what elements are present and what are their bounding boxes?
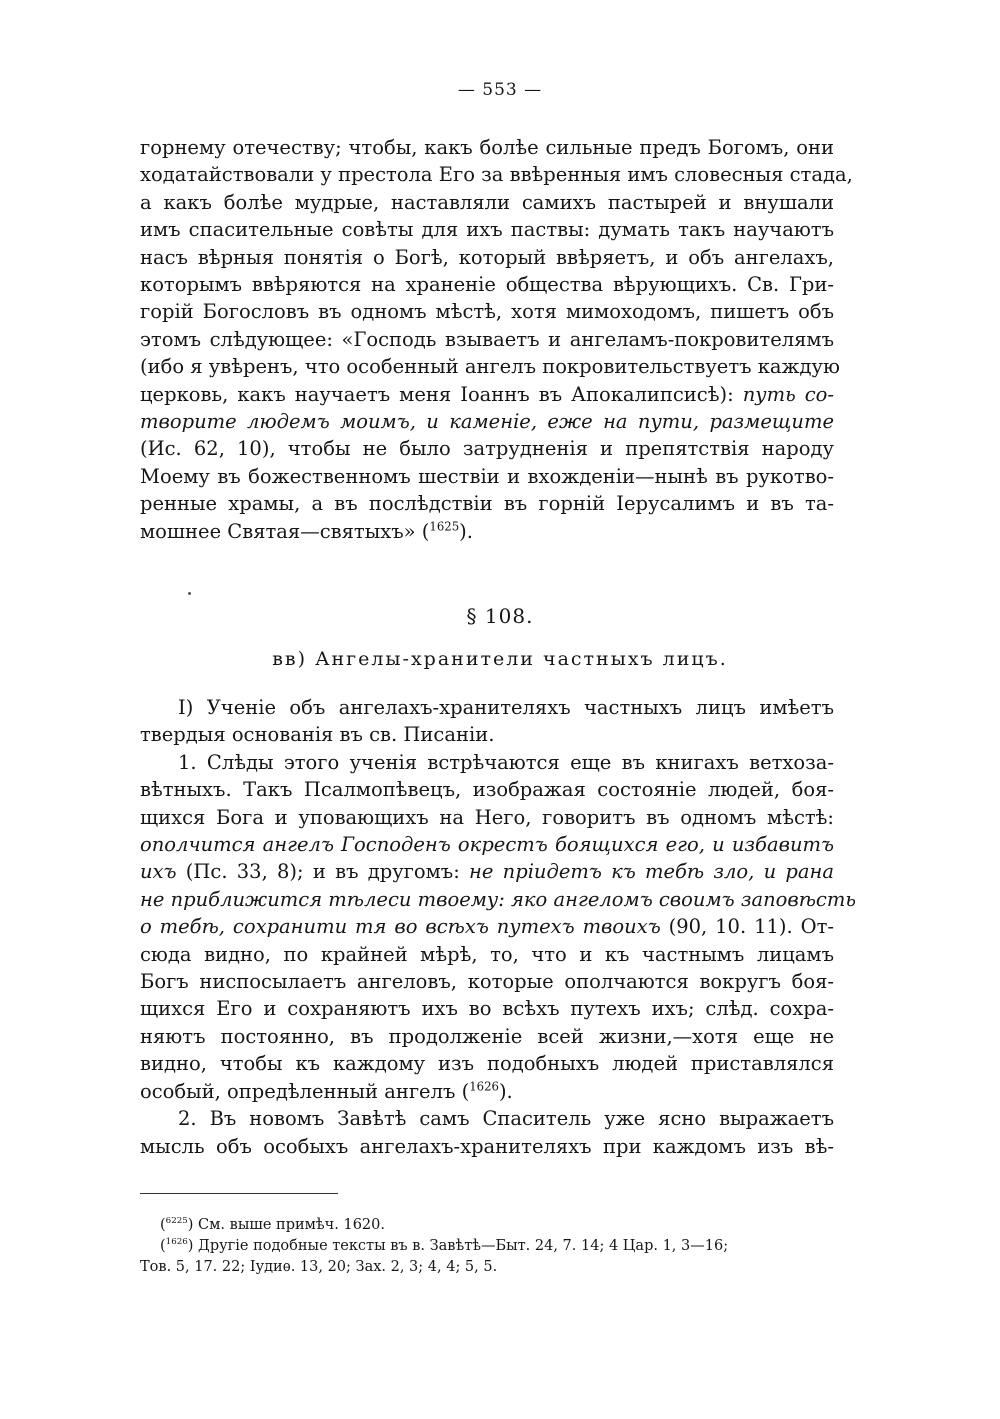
text-line: 2. Въ новомъ Завѣтѣ самъ Спаситель уже ясно выражаетъ [178,1107,834,1131]
text-segment: ). [498,1079,513,1103]
text-line [140,858,834,885]
text-line: I) Ученіе объ ангелахъ-хранителяхъ частныхъ лицъ имѣетъ [178,696,834,719]
paragraph-continuation [140,134,853,545]
text-line: няютъ постоянно, въ продолженіе всей жизни,—хотя еще не [140,1024,834,1048]
scripture-quote: ихъ [140,860,177,884]
text-line: Богъ ниспосылаетъ ангеловъ, которые ополчаются вокругъ боя- [140,970,834,994]
text-line: ходатайствовали у престола Его за ввѣренныя имъ словесныя стада, [140,163,853,187]
scripture-quote: творите людемъ моимъ, и каменіе, еже на пути, размещите [140,410,834,434]
text-line: а какъ болѣе мудрые, наставляли самихъ пастырей и внушали [140,190,834,214]
text-segment: (Пс. 33, 8); и въ другомъ: [176,860,470,884]
footnote-number: 1626 [165,1237,188,1248]
text-line: мысль объ особыхъ ангелахъ-хранителяхъ при каждомъ изъ вѣ- [140,1134,834,1158]
text-line: щихся Бога и уповающихъ на Него, говоритъ въ одномъ мѣстѣ: [140,805,834,829]
text-line: насъ вѣрныя понятія о Богѣ, который ввѣряетъ, и объ ангелахъ, [140,245,834,269]
text-line: которымъ ввѣряются на храненіе общества вѣрующихъ. Св. Гри- [140,273,834,297]
text-line: горій Богословъ въ одномъ мѣстѣ, хотя мимоходомъ, пишетъ объ [140,300,834,324]
text-line: (ибо я увѣренъ, что особенный ангелъ покровительствуетъ каждую [140,355,840,379]
text-segment: мошнее Святая—святыхъ» ( [140,519,430,543]
text-line [140,1078,834,1105]
footnote-ref[interactable]: 1626 [469,1079,499,1094]
text-line: горнему отечеству; чтобы, какъ болѣе сильные предъ Богомъ, они [140,136,834,159]
text-line: Моему въ божественномъ шествіи и вхожденіи—нынѣ въ рукотво- [140,464,834,488]
text-segment: (90, 10. 11). От- [660,915,834,939]
text-segment: ). [459,519,473,543]
page-number: — 553 — [457,80,543,100]
text-line: видно, чтобы къ каждому изъ подобныхъ людей приставлялся [140,1052,834,1076]
scripture-quote: не пріидетъ къ тебѣ зло, и рана [469,860,834,884]
scripture-quote: не приближится тѣлеси твоему: яко ангеломъ своимъ заповѣсть [140,887,856,911]
text-line: вѣтныхъ. Такъ Псалмопѣвецъ, изображая состояніе людей, боя- [140,778,834,802]
text-segment: церковь, какъ научаетъ меня Іоаннъ въ Апокалипсисѣ): [140,382,743,406]
text-line: 1. Слѣды этого ученія встрѣчаются еще въ книгахъ ветхоза- [178,750,834,774]
paren: ( [160,1238,166,1254]
paren: ( [160,1217,166,1233]
footnote [140,1215,834,1236]
footnotes [140,1215,834,1278]
text-line [140,381,834,408]
text-line [140,518,834,545]
section-body [140,694,856,1160]
text-line: сюда видно, по крайней мѣрѣ, то, что и къ частнымъ лицамъ [140,942,834,966]
section-number: § 108. [466,604,534,628]
text-line [140,913,834,940]
scripture-quote: путь со- [742,382,834,406]
scripture-quote: ополчится ангелъ Господенъ окрестъ боящихся его, и избавитъ [140,833,834,857]
print-speck [188,592,191,595]
footnote-divider [140,1193,338,1194]
text-line: твердыя основанія въ св. Писаніи. [140,723,495,747]
text-segment: особый, опредѣленный ангелъ ( [140,1079,470,1103]
paren: ) [187,1238,194,1254]
text-line: щихся Его и сохраняютъ ихъ во всѣхъ путехъ ихъ; слѣд. сохра- [140,997,834,1021]
text-line: (Ис. 62, 10), чтобы не было затрудненія и препятствія народу [140,437,834,461]
footnote-continuation: Тов. 5, 17. 22; Іудиѳ. 13, 20; Зах. 2, 3; 4, 4; 5, 5. [140,1259,498,1275]
footnote-text: Другіе подобные тексты въ в. Завѣтѣ—Быт. 24, 7. 14; 4 Цар. 1, 3—16; [193,1238,729,1254]
footnote-text: См. выше примѣч. 1620. [193,1217,385,1233]
footnote-ref[interactable]: 1625 [429,519,460,534]
footnote-number: 6225 [165,1216,188,1227]
text-line: ренные храмы, а въ послѣдствіи въ горній Іерусалимъ и въ та- [140,492,834,516]
footnote [140,1236,834,1257]
text-line: имъ спасительные совѣты для ихъ паствы: думать такъ научаютъ [140,218,834,242]
paren: ) [187,1217,194,1233]
section-title: вв) Ангелы-хранители частныхъ лицъ. [272,648,728,670]
scripture-quote: о тебѣ, сохранити тя во всѣхъ путехъ твоихъ [140,915,661,939]
text-line: этомъ слѣдующее: «Господь взываетъ и ангеламъ-покровителямъ [140,327,834,351]
